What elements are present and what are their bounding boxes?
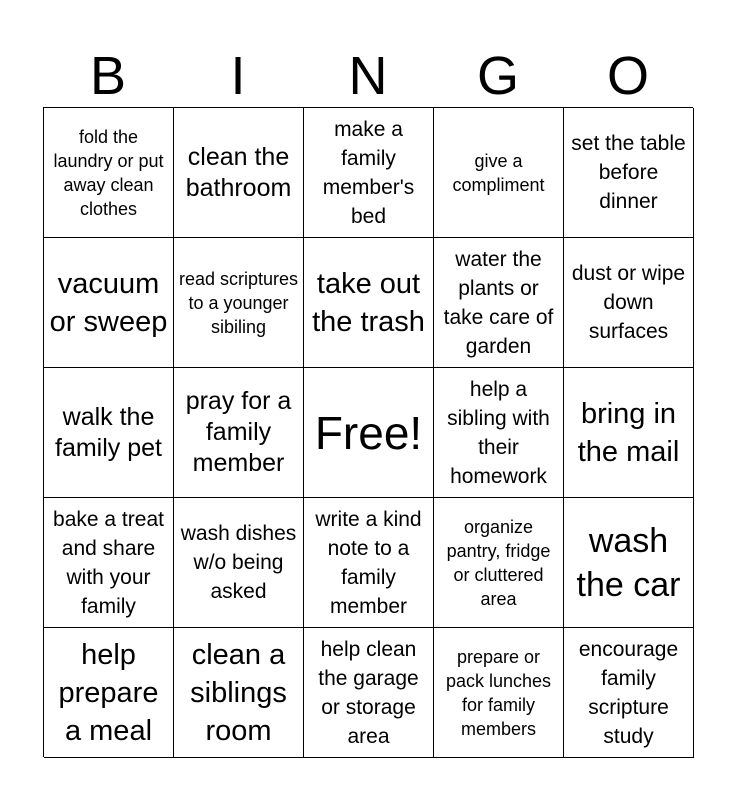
cell-text: walk the family pet — [55, 402, 162, 462]
cell-text: vacuum or sweep — [49, 267, 168, 338]
cell-text: set the table before dinner — [571, 132, 686, 213]
cell-text: help a sibling with their homework — [447, 377, 550, 488]
cell-text: pray for a family member — [185, 387, 292, 477]
header-letter-g: G — [476, 46, 519, 106]
cell-text: organize pantry, fridge or cluttered area — [446, 516, 551, 609]
header-letter-i: I — [230, 46, 246, 106]
cell-text: give a compliment — [452, 150, 545, 195]
bingo-cell[interactable] — [564, 368, 694, 498]
cell-text: prepare or pack lunches for family members — [445, 646, 552, 739]
cell-text: water the plants or take care of garden — [443, 247, 554, 358]
cell-text: encourage family scripture study — [578, 637, 679, 748]
bingo-cell[interactable] — [564, 108, 694, 238]
cell-text: wash dishes w/o being asked — [180, 522, 297, 603]
header-letter-o: O — [606, 46, 649, 106]
bingo-cell[interactable] — [434, 628, 564, 758]
bingo-cell[interactable] — [564, 498, 694, 628]
cell-text: clean the bathroom — [185, 142, 292, 202]
bingo-cell[interactable] — [44, 628, 174, 758]
bingo-cell[interactable] — [434, 238, 564, 368]
bingo-cell[interactable] — [434, 498, 564, 628]
bingo-cell[interactable] — [44, 108, 174, 238]
cell-text: dust or wipe down surfaces — [571, 262, 686, 343]
header-letter-b: B — [89, 46, 127, 106]
bingo-cell[interactable] — [174, 368, 304, 498]
bingo-cell[interactable] — [434, 368, 564, 498]
bingo-cell[interactable] — [174, 238, 304, 368]
bingo-cell[interactable] — [434, 108, 564, 238]
cell-text: fold the laundry or put away clean clothes — [53, 126, 164, 219]
bingo-cell[interactable] — [174, 108, 304, 238]
cell-text: write a kind note to a family member — [315, 507, 422, 618]
free-space[interactable] — [304, 368, 434, 498]
cell-text: help prepare a meal — [58, 638, 159, 747]
cell-text: help clean the garage or storage area — [318, 637, 419, 748]
bingo-cell[interactable] — [304, 108, 434, 238]
bingo-header — [43, 44, 693, 108]
cell-text: take out the trash — [312, 267, 425, 338]
bingo-cell[interactable] — [44, 238, 174, 368]
cell-text: wash the car — [576, 521, 681, 604]
bingo-cell[interactable] — [564, 238, 694, 368]
bingo-cell[interactable] — [174, 498, 304, 628]
bingo-cell[interactable] — [304, 238, 434, 368]
bingo-cell[interactable] — [304, 628, 434, 758]
cell-text: read scriptures to a younger sibiling — [178, 268, 299, 337]
free-space-text: Free! — [314, 406, 423, 459]
bingo-cell[interactable] — [564, 628, 694, 758]
cell-text: bake a treat and share with your family — [53, 507, 164, 618]
bingo-cell[interactable] — [44, 368, 174, 498]
bingo-cell[interactable] — [174, 628, 304, 758]
cell-text: clean a siblings room — [190, 638, 287, 747]
cell-text: bring in the mail — [577, 397, 680, 468]
bingo-cell[interactable] — [304, 498, 434, 628]
cell-text: make a family member's bed — [322, 117, 415, 228]
bingo-cell[interactable] — [44, 498, 174, 628]
header-letter-n: N — [348, 46, 388, 106]
bingo-board — [43, 107, 693, 757]
